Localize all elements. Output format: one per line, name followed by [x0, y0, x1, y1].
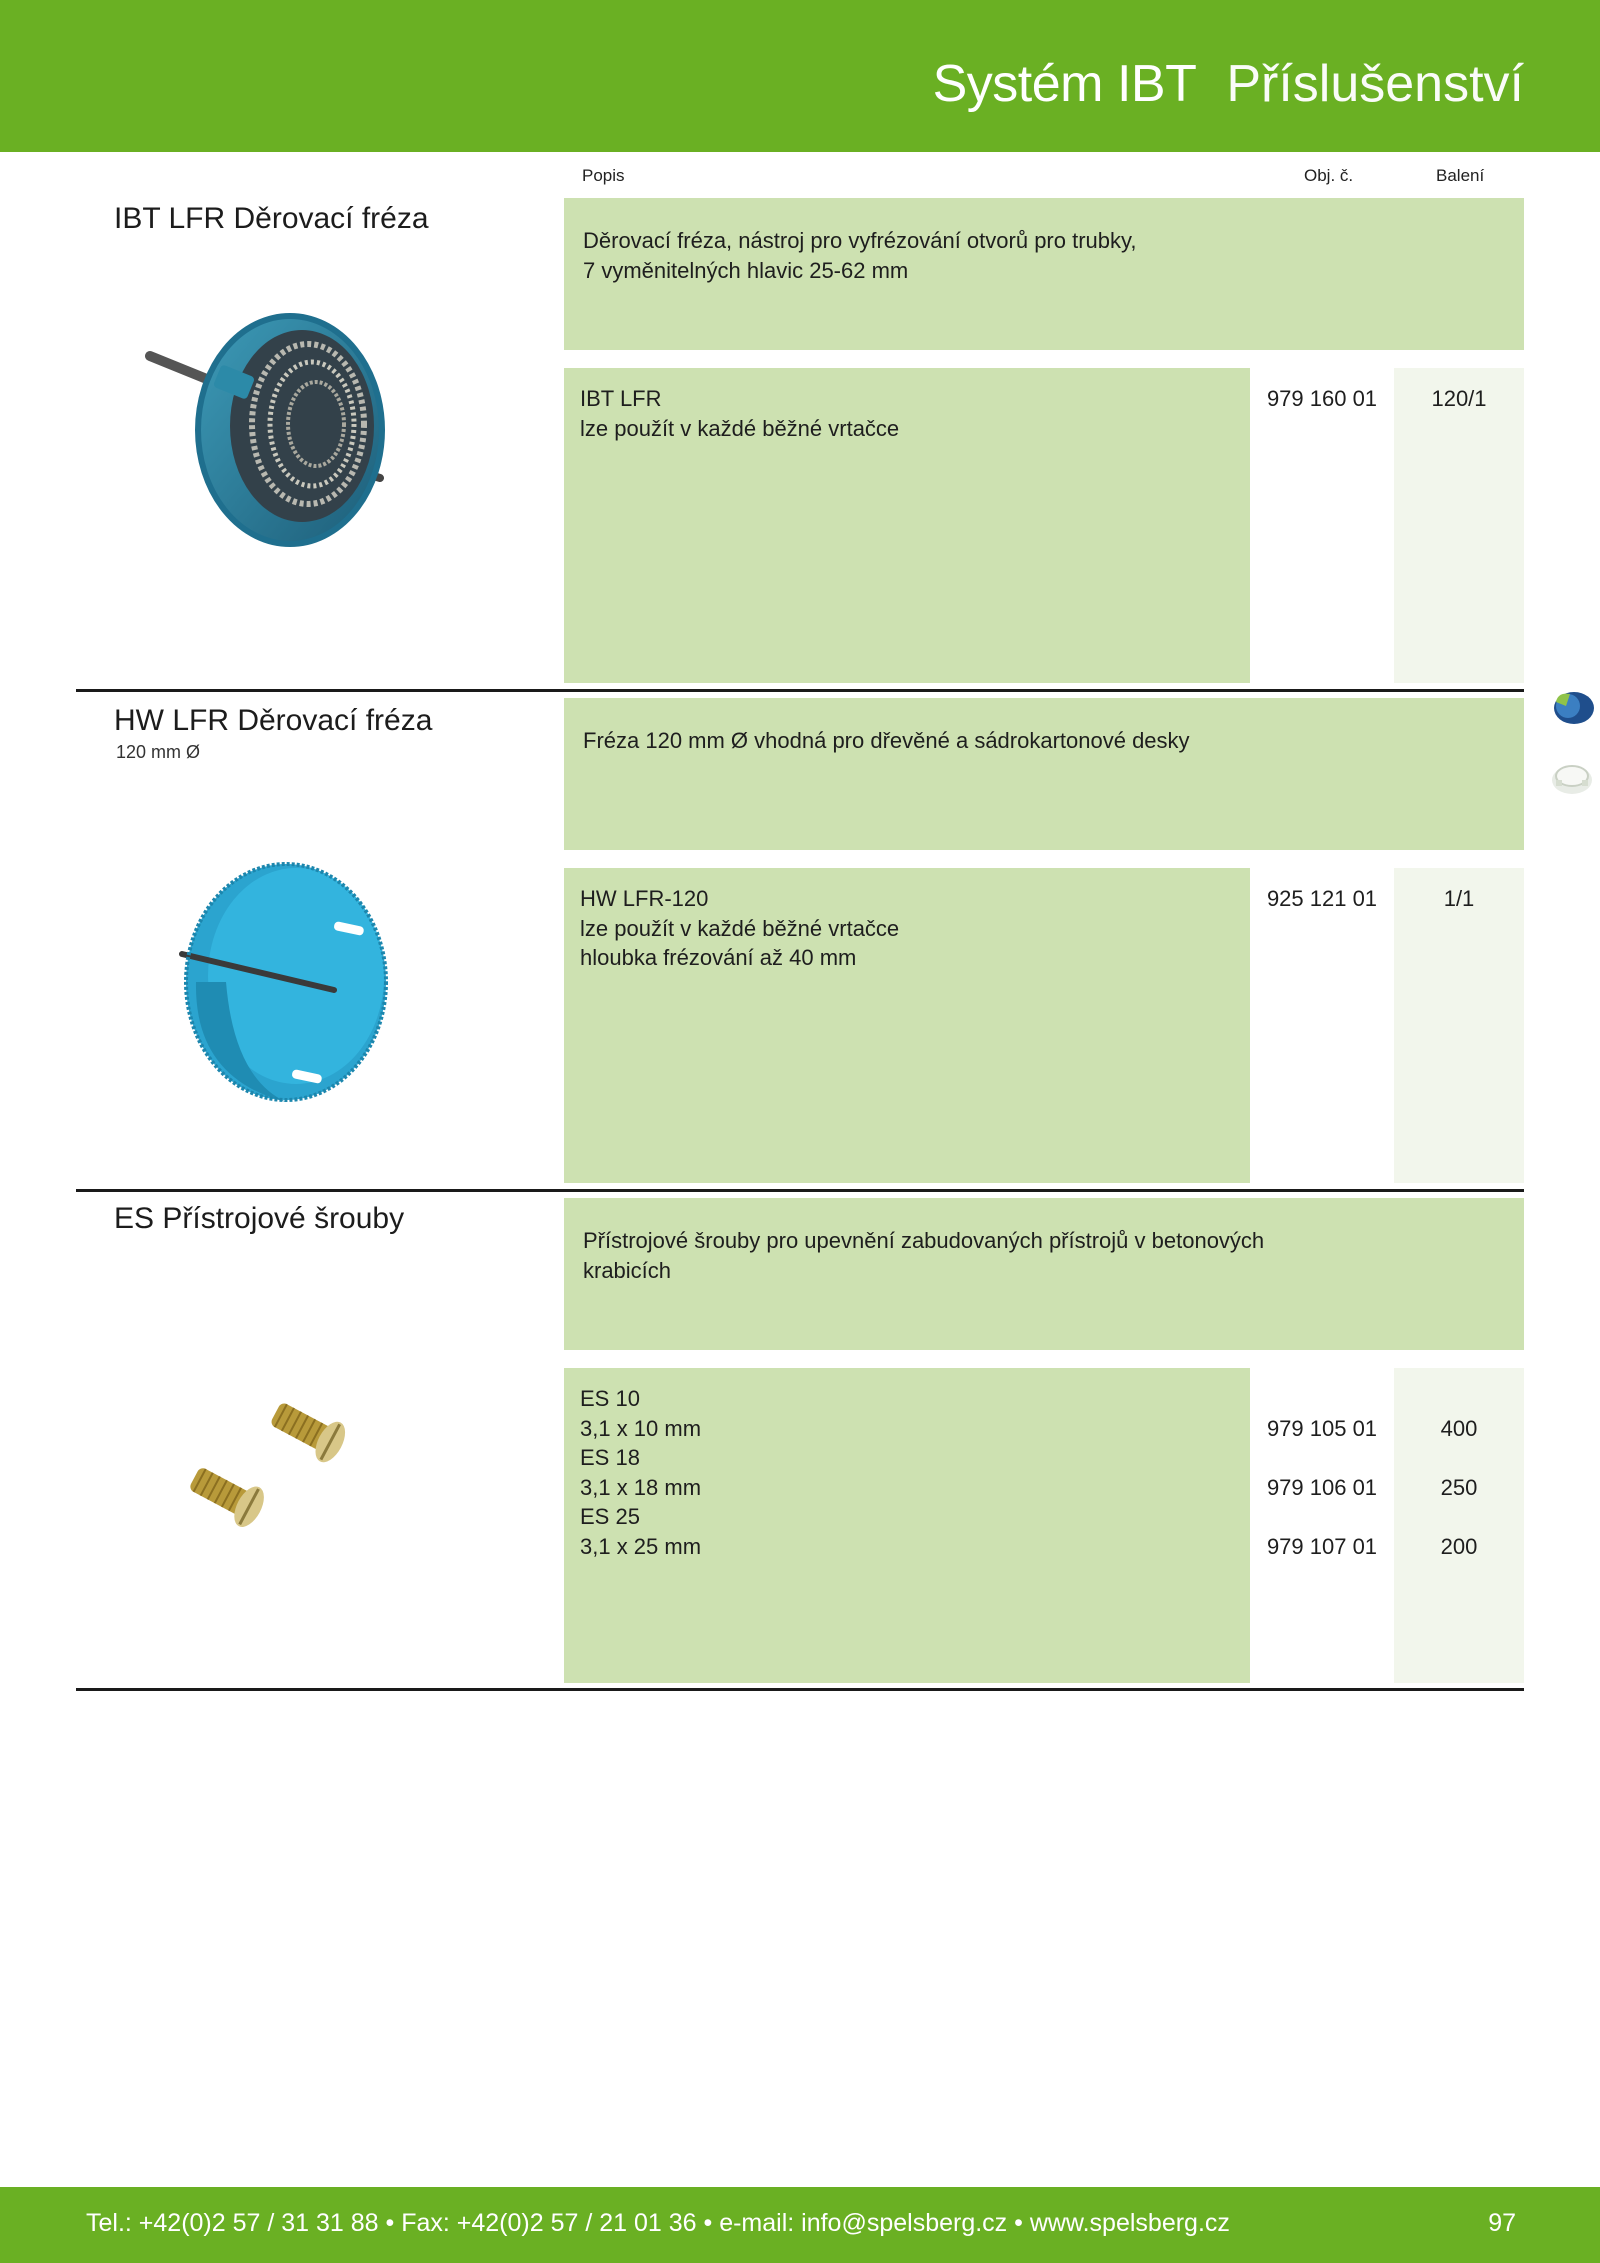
order-number: 979 105 01 — [1266, 1415, 1378, 1441]
column-header-popis: Popis — [582, 166, 625, 185]
item-line: IBT LFR — [580, 386, 662, 411]
page-header — [0, 0, 1600, 152]
order-number — [1250, 1384, 1394, 1414]
product-subtitle: 120 mm Ø — [116, 742, 201, 762]
order-number-cell — [1250, 368, 1394, 683]
description-line: 7 vyměnitelných hlavic 25-62 mm — [583, 258, 909, 283]
item-line: HW LFR-120 — [580, 886, 709, 911]
order-number-cell — [1250, 868, 1394, 1183]
header-title — [933, 54, 1524, 114]
item-details — [564, 868, 1250, 1183]
package-qty: 120/1 — [1431, 386, 1487, 411]
item-line: 3,1 x 18 mm — [580, 1474, 702, 1500]
header-section: Příslušenství — [1226, 55, 1524, 113]
hole-saw-thumbnail-icon[interactable] — [1548, 684, 1596, 737]
section-divider — [76, 1688, 1524, 1691]
page-number: 97 — [1488, 2209, 1516, 2237]
package-cell — [1394, 368, 1524, 683]
package-qty: 200 — [1440, 1533, 1478, 1559]
product-title: HW LFR Děrovací fréza — [114, 704, 433, 737]
product-description — [564, 1198, 1524, 1350]
header-system: Systém IBT — [932, 55, 1197, 113]
section-divider — [76, 689, 1524, 692]
column-header-baleni: Balení — [1436, 166, 1485, 185]
item-line: lze použít v každé běžné vrtačce — [580, 415, 900, 441]
package-qty — [1394, 1443, 1524, 1473]
package-qty — [1394, 1502, 1524, 1532]
item-line: ES 18 — [580, 1445, 640, 1470]
product-description — [564, 198, 1524, 350]
package-cell — [1394, 1368, 1524, 1683]
item-line: ES 25 — [580, 1504, 640, 1529]
order-number: 979 106 01 — [1266, 1474, 1378, 1500]
order-number: 979 160 01 — [1266, 386, 1378, 411]
item-line: lze použít v každé běžné vrtačce — [580, 915, 900, 941]
order-number — [1250, 1502, 1394, 1532]
item-line: hloubka frézování až 40 mm — [580, 945, 857, 970]
order-number: 979 107 01 — [1266, 1533, 1378, 1559]
product-title: ES Přístrojové šrouby — [114, 1202, 405, 1235]
item-details — [564, 1368, 1250, 1683]
item-line: 3,1 x 10 mm — [580, 1415, 702, 1441]
order-number-cell — [1250, 1368, 1394, 1683]
hole-saw-120-icon — [174, 858, 394, 1113]
item-details — [564, 368, 1250, 683]
page-footer — [0, 2187, 1600, 2263]
package-qty: 1/1 — [1443, 886, 1475, 911]
product-title: IBT LFR Děrovací fréza — [114, 202, 429, 235]
order-number: 925 121 01 — [1266, 886, 1378, 911]
package-cell — [1394, 868, 1524, 1183]
column-header-obj: Obj. č. — [1304, 166, 1354, 185]
hole-saw-set-icon — [140, 300, 400, 565]
device-screws-icon — [190, 1378, 370, 1543]
package-qty: 250 — [1440, 1474, 1478, 1500]
product-description — [564, 698, 1524, 850]
package-qty — [1394, 1384, 1524, 1414]
package-qty: 400 — [1440, 1415, 1478, 1441]
item-line: 3,1 x 25 mm — [580, 1533, 702, 1559]
junction-box-thumbnail-icon[interactable] — [1548, 754, 1596, 807]
description-line: Přístrojové šrouby pro upevnění zabudovaných přístrojů v betonových — [583, 1228, 1265, 1253]
item-line: ES 10 — [580, 1386, 640, 1411]
description-line: Fréza 120 mm Ø vhodná pro dřevěné a sádrokartonové desky — [583, 728, 1190, 753]
description-line: Děrovací fréza, nástroj pro vyfrézování otvorů pro trubky, — [583, 228, 1137, 253]
footer-contact: Tel.: +42(0)2 57 / 31 31 88 • Fax: +42(0)2 57 / 21 01 36 • e-mail: info@spelsberg.cz • www.spelsberg.cz — [86, 2209, 1230, 2237]
order-number — [1250, 1443, 1394, 1473]
description-line: krabicích — [583, 1258, 672, 1283]
section-divider — [76, 1189, 1524, 1192]
